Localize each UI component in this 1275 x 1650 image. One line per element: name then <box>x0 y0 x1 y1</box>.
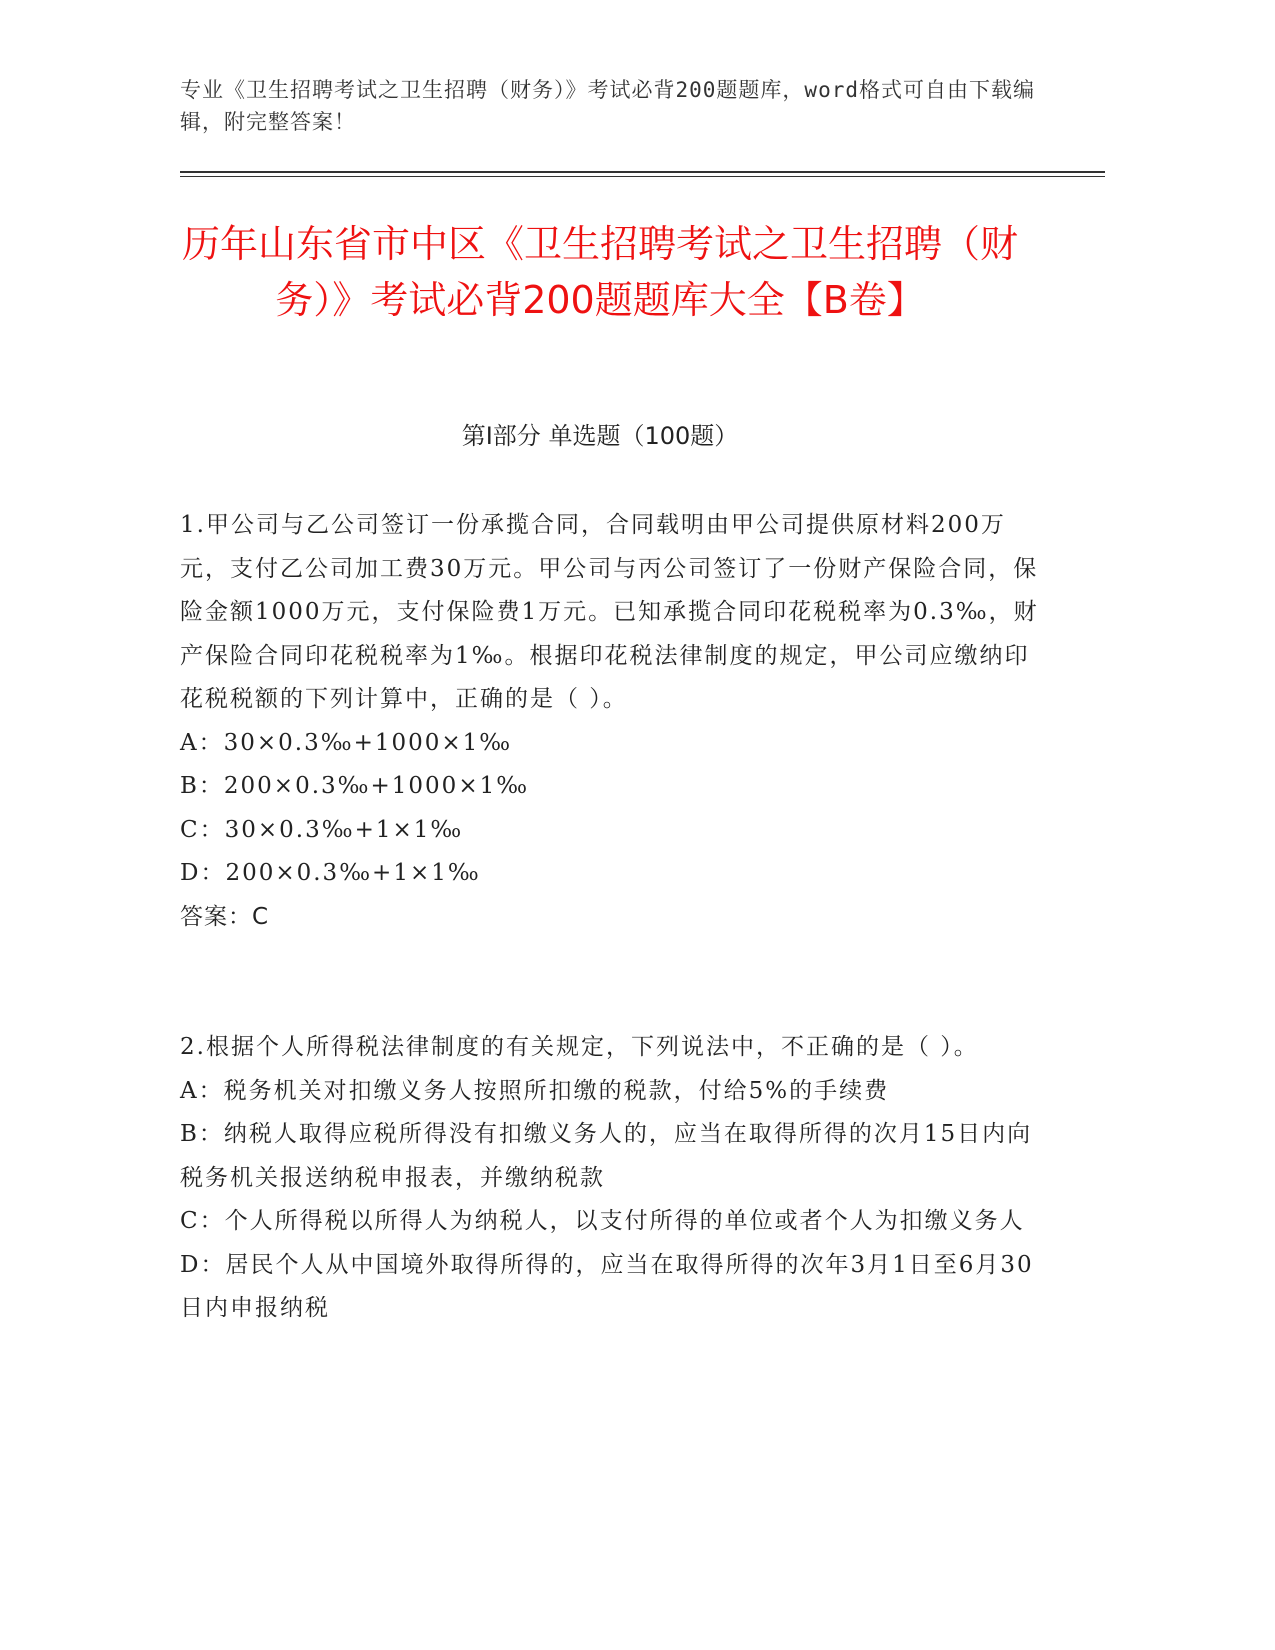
question-item <box>180 1026 1040 1331</box>
header-note: 专业《卫生招聘考试之卫生招聘（财务）》考试必背200题题库，word格式可自由下载编辑，附完整答案！ <box>180 78 1035 134</box>
header-divider-thick <box>180 171 1105 173</box>
question-item <box>180 504 1040 939</box>
question-option-d: D：200×0.3‰+1×1‰ <box>180 860 481 886</box>
question-option-d: D：居民个人从中国境外取得所得的，应当在取得所得的次年3月1日至6月30日内申报纳税 <box>180 1251 1034 1321</box>
document-title: 历年山东省市中区《卫生招聘考试之卫生招聘（财务）》考试必背200题题库大全【B卷】 <box>181 222 1018 322</box>
question-option-b: B：纳税人取得应税所得没有扣缴义务人的，应当在取得所得的次月15日内向税务机关报送纳税申报表，并缴纳税款 <box>180 1121 1033 1191</box>
question-option-c: C：30×0.3‰+1×1‰ <box>180 816 464 843</box>
question-answer: 答案：C <box>180 903 270 930</box>
header-divider-thin <box>180 176 1105 177</box>
question-text: 2.根据个人所得税法律制度的有关规定，下列说法中，不正确的是（ ）。 <box>180 1034 979 1060</box>
question-option-a: A：税务机关对扣缴义务人按照所扣缴的税款，付给5%的手续费 <box>180 1077 890 1104</box>
question-text: 1.甲公司与乙公司签订一份承揽合同，合同载明由甲公司提供原材料200万元，支付乙公司加工费30万元。甲公司与丙公司签订了一份财产保险合同，保险金额1000万元，支付保险费1万元。已知承揽合同印花税税率为0.3‰，财产保险合同印花税税率为1‰。根据印花税法律制度的规定，甲公司应缴纳印花税税额的下列计算中，正确的是（ ）。 <box>180 512 1039 712</box>
section-heading: 第Ⅰ部分 单选题（100题） <box>461 422 739 450</box>
question-option-b: B：200×0.3‰+1000×1‰ <box>180 773 530 799</box>
question-option-c: C：个人所得税以所得人为纳税人，以支付所得的单位或者个人为扣缴义务人 <box>180 1208 1025 1234</box>
question-option-a: A：30×0.3‰+1000×1‰ <box>180 729 513 756</box>
